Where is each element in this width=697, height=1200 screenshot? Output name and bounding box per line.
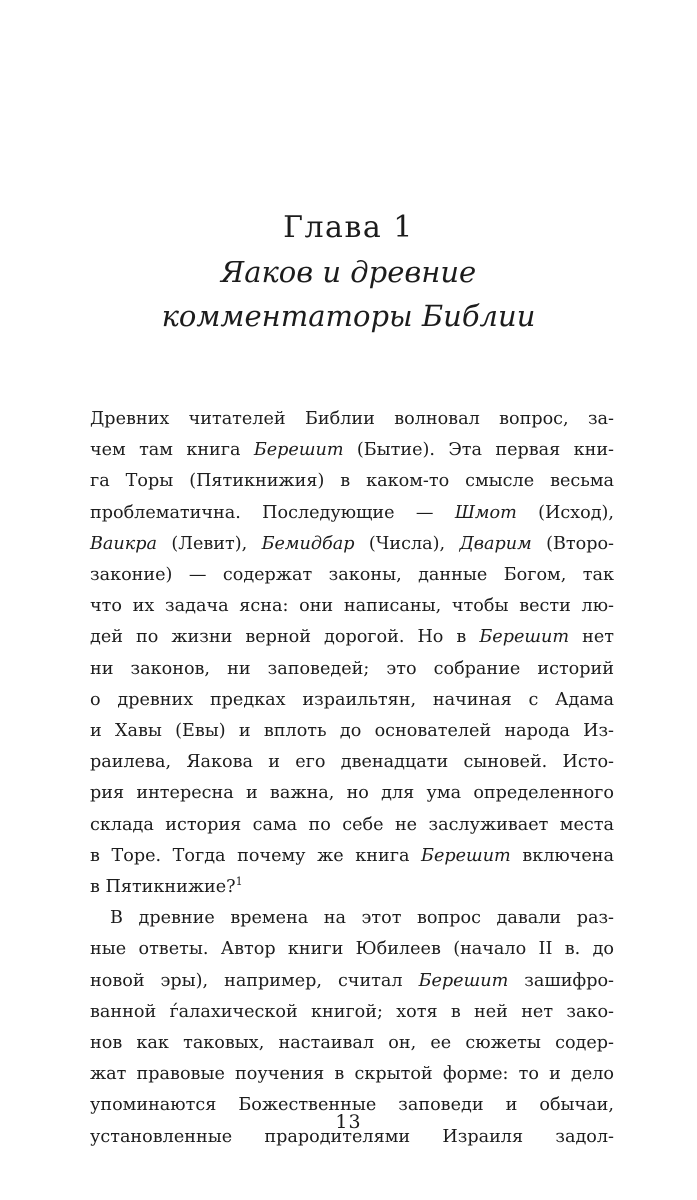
- text-line: установленные прародителями Израиля задол-: [90, 1126, 614, 1147]
- italic-term: Бемидбар: [261, 533, 355, 554]
- text-line: раилева, Яакова и его двенадцати сыновей. Исто-: [90, 752, 614, 773]
- body-text: [90, 404, 614, 1153]
- text-line: что их задача ясна: они написаны, чтобы вести лю-: [90, 596, 614, 617]
- chapter-heading: [0, 206, 697, 338]
- italic-term: Берешит: [421, 845, 511, 866]
- text-line: Древних читателей Библии волновал вопрос, за-: [90, 409, 614, 429]
- text-line: склада история сама по себе не заслуживает места: [90, 814, 614, 835]
- text-line: проблематична. Последующие — Шмот (Исход),: [90, 502, 614, 523]
- text-line: ни законов, ни заповедей; это собрание историй: [90, 658, 614, 679]
- text-line: Ваикра (Левит), Бемидбар (Числа), Дварим (Второ-: [90, 533, 615, 554]
- italic-term: Дварим: [459, 533, 532, 554]
- text-line: законие) — содержат законы, данные Богом, так: [90, 565, 614, 586]
- text-line: и Хавы (Евы) и вплоть до основателей народа Из-: [90, 721, 614, 742]
- italic-term: Берешит: [418, 970, 509, 991]
- chapter-label: Глава 1: [283, 210, 414, 245]
- text-line: рия интересна и важна, но для ума определенного: [90, 783, 614, 804]
- text-line: дей по жизни верной дорогой. Но в Берешит нет: [90, 627, 614, 648]
- page-number: 13: [335, 1111, 362, 1133]
- text-line: чем там книга Берешит (Бытие). Эта первая кни-: [90, 440, 614, 461]
- text-line: жат правовые поучения в скрытой форме: то и дело: [90, 1064, 614, 1085]
- footnote-ref[interactable]: 1: [235, 875, 243, 889]
- italic-term: Берешит: [253, 440, 344, 461]
- chapter-title-line-1: Яаков и древние: [220, 255, 477, 289]
- text-line: в Пятикнижие?$^1$: [90, 875, 243, 898]
- chapter-title-line-2: комментаторы Библии: [161, 299, 536, 333]
- text-line: ванной ѓалахической книгой; хотя в ней нет зако-: [90, 1001, 614, 1022]
- text-line: упоминаются Божественные заповеди и обычаи,: [90, 1095, 614, 1116]
- text-line: в Торе. Тогда почему же книга Берешит включена: [90, 845, 614, 866]
- italic-term: Берешит: [479, 627, 570, 648]
- text-line: га Торы (Пятикнижия) в каком-то смысле весьма: [90, 471, 614, 492]
- text-line: В древние времена на этот вопрос давали раз-: [110, 908, 614, 929]
- text-line: новой эры), например, считал Берешит зашифро-: [90, 970, 614, 991]
- text-line: о древних предках израильтян, начиная с Адама: [90, 689, 614, 710]
- text-line: ные ответы. Автор книги Юбилеев (начало II в. до: [90, 939, 614, 960]
- italic-term: Шмот: [454, 502, 517, 523]
- italic-term: Ваикра: [90, 533, 158, 554]
- text-line: нов как таковых, настаивал он, ее сюжеты содер-: [90, 1033, 614, 1054]
- paragraph-1: [90, 404, 614, 903]
